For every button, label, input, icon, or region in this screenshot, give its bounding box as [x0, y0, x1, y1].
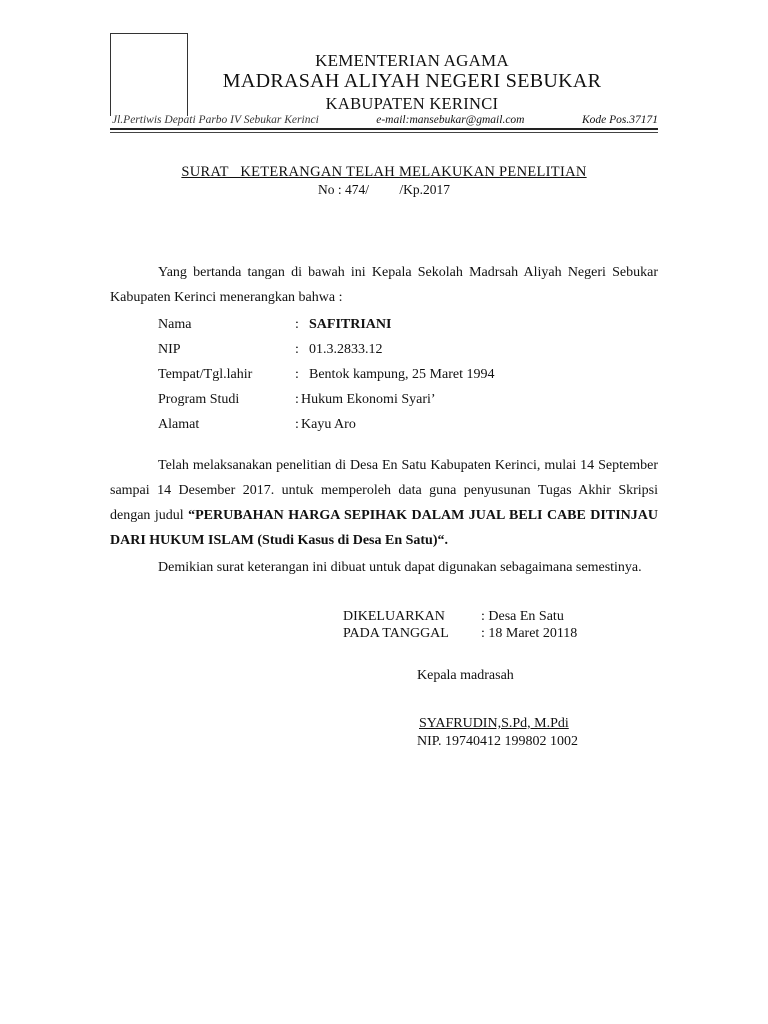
letterhead-rule-thin — [110, 132, 658, 133]
identity-value: Kayu Aro — [301, 417, 356, 432]
research-paragraph — [110, 453, 658, 553]
school-email: e-mail:mansebukar@gmail.com — [376, 114, 525, 126]
identity-value: Hukum Ekonomi Syari’ — [301, 392, 436, 407]
issued-date-row — [343, 625, 577, 642]
signatory-name: SYAFRUDIN,S.Pd, M.Pdi — [419, 716, 569, 731]
identity-label: Program Studi — [158, 392, 240, 407]
identity-table — [158, 312, 494, 437]
identity-label: Tempat/Tgl.lahir — [158, 367, 253, 382]
identity-row-program — [158, 387, 494, 412]
identity-label: Nama — [158, 317, 192, 332]
letterhead-rule-thick — [110, 128, 658, 130]
identity-value: 01.3.2833.12 — [309, 342, 383, 357]
postal-code: Kode Pos.37171 — [581, 114, 658, 126]
identity-colon: : — [295, 342, 299, 357]
regency-heading: KABUPATEN KERINCI — [325, 94, 499, 113]
issued-date-label: PADA TANGGAL — [343, 626, 449, 641]
signatory-role: Kepala madrasah — [417, 668, 514, 683]
address-line — [112, 114, 658, 126]
identity-colon: : — [295, 317, 299, 332]
ministry-heading: KEMENTERIAN AGAMA — [315, 51, 509, 70]
identity-row-nip — [158, 337, 494, 362]
identity-row-address — [158, 412, 494, 437]
identity-row-birth — [158, 362, 494, 387]
identity-colon: : — [295, 417, 299, 432]
research-text: Telah melaksanakan penelitian di Desa En Satu Kabupaten Kerinci, mulai 14 September sampai 14 Desember 2017. untuk memperoleh data guna penyusunan Tugas Akhir Skripsi dengan judul — [110, 458, 658, 523]
intro-paragraph: Yang bertanda tangan di bawah ini Kepala Sekolah Madrsah Aliyah Negeri Sebukar Kabupaten Kerinci menerangkan bahwa : — [110, 265, 658, 305]
letter-title: SURAT KETERANGAN TELAH MELAKUKAN PENELITIAN — [181, 164, 587, 180]
issued-place-row — [343, 608, 577, 625]
identity-value: SAFITRIANI — [309, 317, 392, 332]
issued-place-value: : Desa En Satu — [481, 609, 564, 624]
issued-date-value: : 18 Maret 20118 — [481, 626, 578, 641]
school-address: Jl.Pertiwis Depati Parbo IV Sebukar Kerinci — [112, 114, 319, 126]
identity-colon: : — [295, 367, 299, 382]
signatory-nip: NIP. 19740412 199802 1002 — [417, 734, 579, 749]
identity-colon: : — [295, 392, 299, 407]
issued-block — [343, 608, 577, 642]
school-heading: MADRASAH ALIYAH NEGERI SEBUKAR — [222, 70, 602, 92]
research-title: “PERUBAHAN HARGA SEPIHAK DALAM JUAL BELI CABE DITINJAU DARI HUKUM ISLAM (Studi Kasus di Desa En Satu)“. — [110, 508, 658, 548]
letter-number: No : 474/ /Kp.2017 — [317, 182, 450, 197]
identity-value: Bentok kampung, 25 Maret 1994 — [309, 367, 495, 382]
issued-place-label: DIKELUARKAN — [343, 609, 445, 624]
identity-label: Alamat — [158, 417, 200, 432]
identity-label: NIP — [158, 342, 181, 357]
closing-paragraph: Demikian surat keterangan ini dibuat untuk dapat digunakan sebagaimana semestinya. — [158, 560, 642, 575]
identity-row-name — [158, 312, 494, 337]
